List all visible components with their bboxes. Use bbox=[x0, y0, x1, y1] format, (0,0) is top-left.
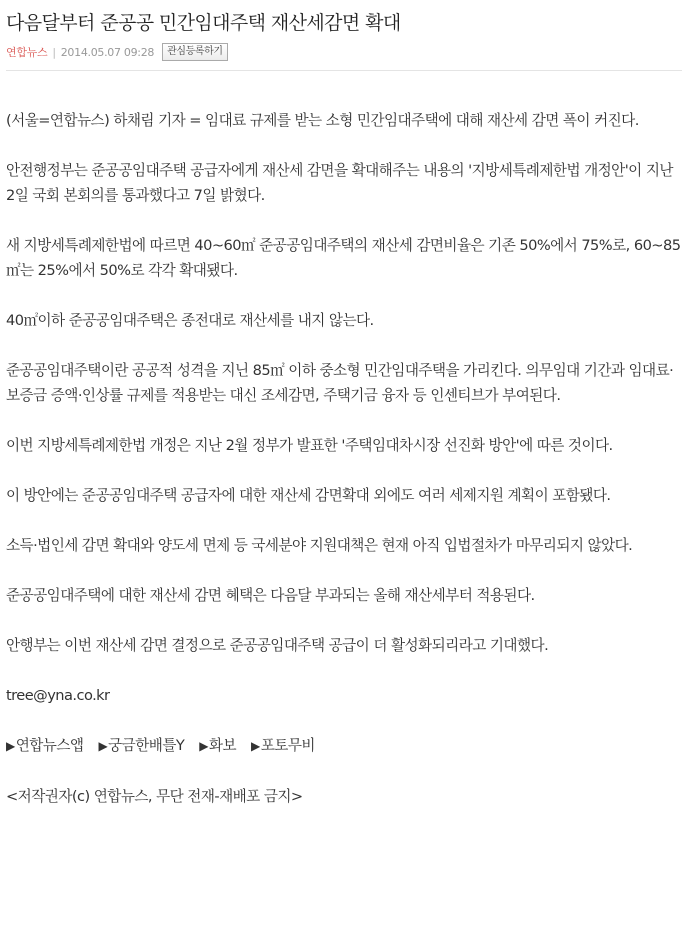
paragraph: 준공공임대주택이란 공공적 성격을 지닌 85㎡ 이하 중소형 민간임대주택을 가리킨다. 의무임대 기간과 임대료·보증금 증액·인상률 규제를 적용받는 대신 조세감면, 주택기금 융자 등 인센티브가 부여된다. bbox=[6, 362, 674, 404]
header-divider bbox=[6, 70, 682, 71]
copyright-notice: <저작권자(c) 연합뉴스, 무단 전재-재배포 금지> bbox=[6, 788, 303, 805]
paragraph: 이번 지방세특례제한법 개정은 지난 2월 정부가 발표한 '주택임대차시장 선진화 방안'에 따른 것이다. bbox=[6, 437, 613, 454]
paragraph: 소득·법인세 감면 확대와 양도세 면제 등 국세분야 지원대책은 현재 아직 입법절차가 마무리되지 않았다. bbox=[6, 537, 633, 554]
triangle-right-icon: ▶ bbox=[251, 739, 260, 753]
link-label: 연합뉴스앱 bbox=[15, 737, 84, 754]
publish-date: 2014.05.07 09:28 bbox=[60, 45, 155, 59]
paragraph: 준공공임대주택에 대한 재산세 감면 혜택은 다음달 부과되는 올해 재산세부터 적용된다. bbox=[6, 587, 535, 604]
article-meta bbox=[6, 42, 682, 62]
link-label: 포토무비 bbox=[260, 737, 315, 754]
article-body bbox=[6, 108, 682, 809]
link-photo-movie[interactable] bbox=[251, 733, 315, 759]
source-link[interactable]: 연합뉴스 bbox=[6, 46, 48, 59]
link-curious-battle[interactable] bbox=[98, 733, 184, 759]
triangle-right-icon: ▶ bbox=[6, 739, 15, 753]
paragraph: 안전행정부는 준공공임대주택 공급자에게 재산세 감면을 확대해주는 내용의 '지방세특례제한법 개정안'이 지난 2일 국회 본회의를 통과했다고 7일 밝혔다. bbox=[6, 162, 673, 204]
paragraph: 이 방안에는 준공공임대주택 공급자에 대한 재산세 감면확대 외에도 여러 세제지원 계획이 포함됐다. bbox=[6, 487, 611, 504]
paragraph: (서울=연합뉴스) 하채림 기자 = 임대료 규제를 받는 소형 민간임대주택에 대해 재산세 감면 폭이 커진다. bbox=[6, 112, 639, 129]
related-links bbox=[6, 733, 682, 759]
link-gallery[interactable] bbox=[199, 733, 236, 759]
paragraph: 40㎡이하 준공공임대주택은 종전대로 재산세를 내지 않는다. bbox=[6, 312, 374, 329]
link-label: 궁금한배틀Y bbox=[108, 737, 185, 754]
triangle-right-icon: ▶ bbox=[199, 739, 208, 753]
paragraph: 새 지방세특례제한법에 따르면 40∼60㎡ 준공공임대주택의 재산세 감면비율은 기존 50%에서 75%로, 60∼85㎡는 25%에서 50%로 각각 확대됐다. bbox=[6, 237, 681, 279]
article-title: 다음달부터 준공공 민간임대주택 재산세감면 확대 bbox=[6, 12, 401, 34]
link-yonhap-app[interactable] bbox=[6, 733, 83, 759]
link-label: 화보 bbox=[208, 737, 237, 754]
article-container bbox=[6, 0, 682, 809]
add-favorite-button[interactable]: 관심등록하기 bbox=[162, 43, 228, 61]
reporter-email[interactable]: tree@yna.co.kr bbox=[6, 687, 110, 704]
triangle-right-icon: ▶ bbox=[98, 739, 108, 753]
paragraph: 안행부는 이번 재산세 감면 결정으로 준공공임대주택 공급이 더 활성화되리라고 기대했다. bbox=[6, 637, 549, 654]
meta-separator: | bbox=[52, 45, 56, 59]
